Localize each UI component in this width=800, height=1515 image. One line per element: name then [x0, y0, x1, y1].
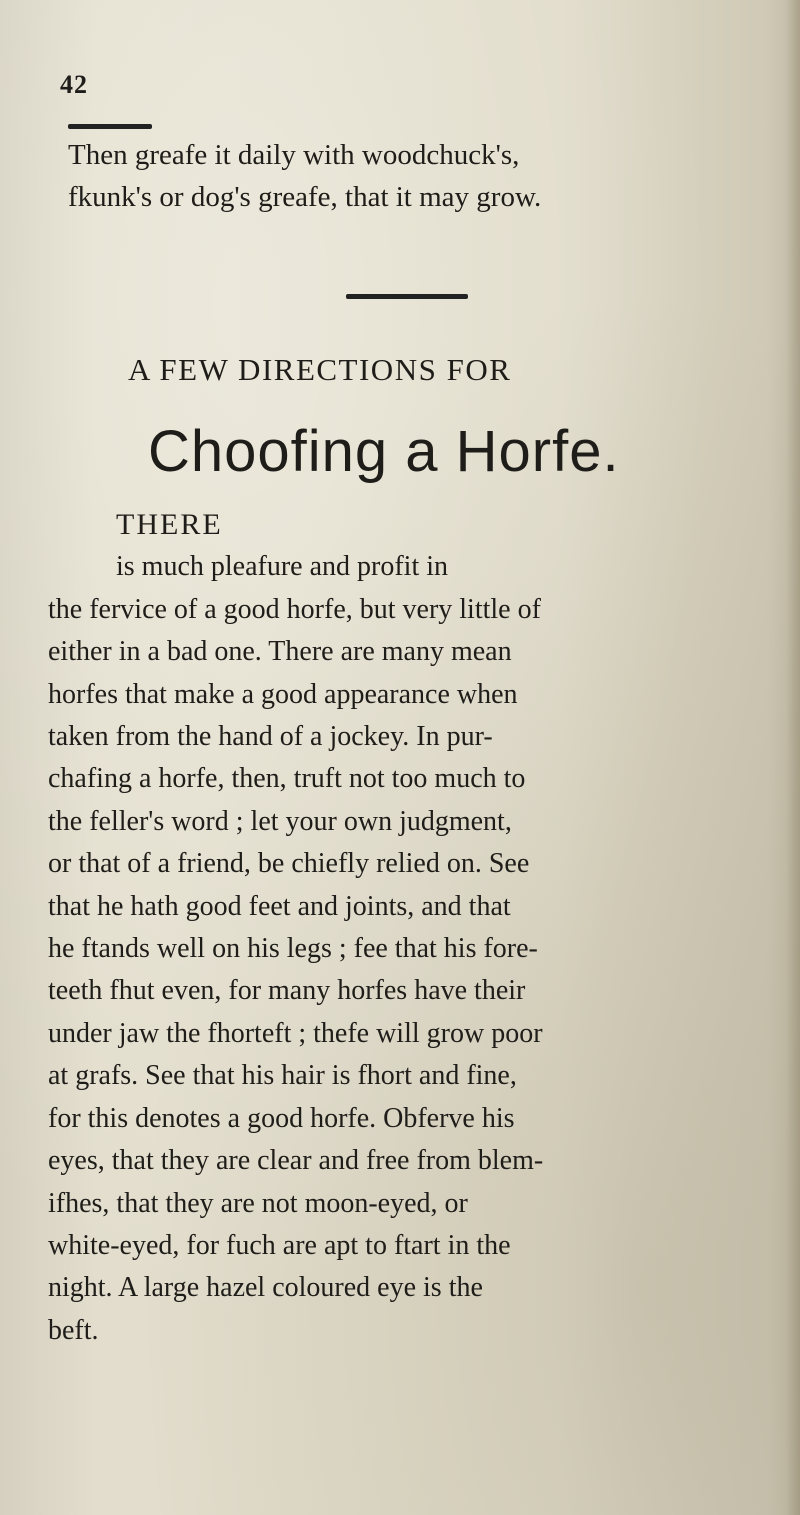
intro-paragraph — [68, 134, 758, 218]
page-edge-shadow — [786, 0, 800, 1515]
body-line: that he hath good feet and joints, and that — [48, 890, 511, 922]
body-line: night. A large hazel coloured eye is the — [48, 1272, 483, 1304]
body-line: the fervice of a good horfe, but very little of — [48, 593, 541, 625]
section-rule — [346, 294, 468, 299]
page-number: 42 — [60, 70, 88, 99]
body-line: beft. — [48, 1314, 99, 1346]
top-rule — [68, 124, 152, 129]
body-line: ifhes, that they are not moon-eyed, or — [48, 1187, 468, 1219]
body-line: teeth fhut even, for many horfes have their — [48, 975, 526, 1007]
body-paragraph — [48, 504, 768, 1352]
body-line: taken from the hand of a jockey. In pur- — [48, 721, 493, 753]
body-line: at grafs. See that his hair is fhort and fine, — [48, 1060, 517, 1092]
body-line — [48, 504, 768, 589]
body-line: for this denotes a good horfe. Obferve his — [48, 1102, 515, 1134]
body-line: he ftands well on his legs ; fee that his fore- — [48, 933, 538, 965]
section-heading-line1: A FEW DIRECTIONS FOR — [128, 352, 512, 387]
body-line: chafing a horfe, then, truft not too much to — [48, 763, 526, 795]
body-line: white-eyed, for fuch are apt to ftart in the — [48, 1229, 511, 1261]
body-line: either in a bad one. There are many mean — [48, 636, 512, 668]
intro-line: Then greafe it daily with woodchuck's, — [68, 139, 520, 171]
body-line-text: is much pleafure and profit in — [116, 551, 449, 583]
section-heading-title: Choofing a Horfe. — [148, 419, 620, 484]
body-line: or that of a friend, be chiefly relied on. See — [48, 848, 530, 880]
opening-word: THERE — [116, 508, 223, 541]
body-line: under jaw the fhorteft ; thefe will grow poor — [48, 1017, 543, 1049]
body-line: eyes, that they are clear and free from blem- — [48, 1145, 544, 1177]
body-line: horfes that make a good appearance when — [48, 678, 518, 710]
intro-line: fkunk's or dog's greafe, that it may grow. — [68, 181, 542, 213]
body-line: the feller's word ; let your own judgment, — [48, 805, 512, 837]
